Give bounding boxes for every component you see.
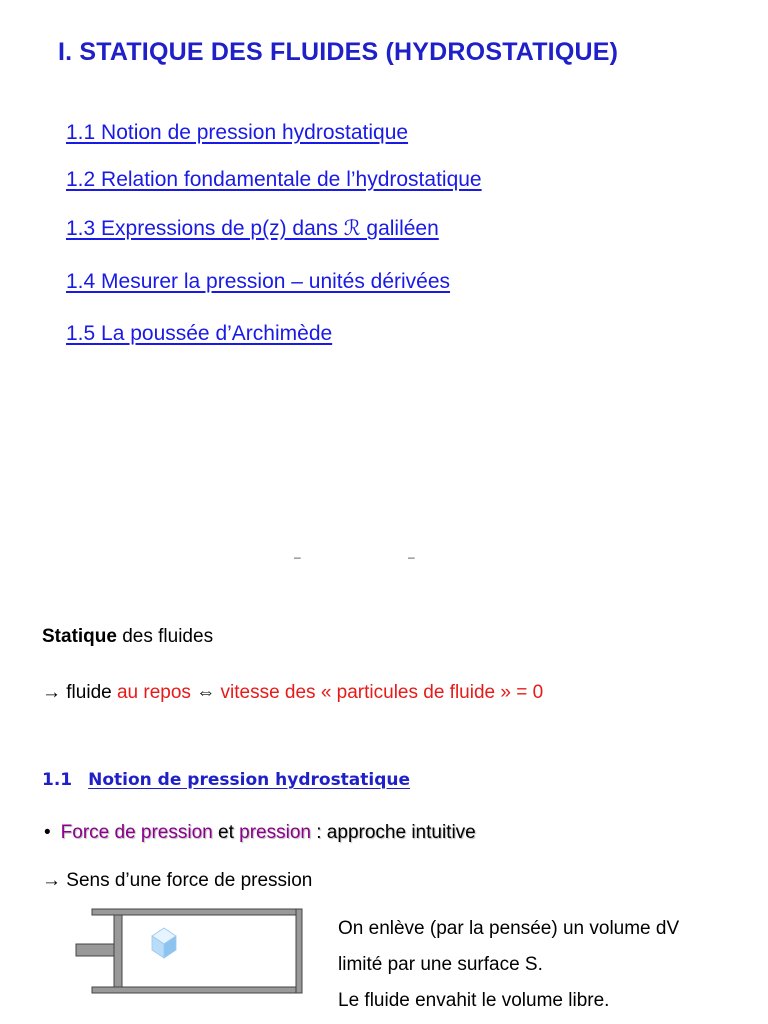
piston-head: [114, 915, 122, 987]
statique-bold: Statique: [42, 626, 117, 647]
statique-heading: [42, 626, 213, 648]
fluide-word: fluide: [61, 682, 117, 703]
bullet-line: [44, 822, 476, 844]
fluide-line: [42, 682, 543, 704]
explanation-line: Le fluide envahit le volume libre.: [338, 990, 610, 1011]
equivalence-icon: ⇔: [190, 682, 221, 703]
arrow-icon: →: [42, 682, 61, 703]
fluid-volume-cube-icon: [152, 928, 176, 958]
approche-text: : approche intuitive: [310, 822, 476, 843]
toc-link-1-4[interactable]: 1.4 Mesurer la pression – unités dérivées: [66, 270, 451, 293]
bullet-icon: •: [44, 822, 51, 843]
page-separator: –: [294, 550, 301, 564]
section-number: 1.1: [42, 770, 73, 790]
explanation-line: On enlève (par la pensée) un volume dV: [338, 918, 680, 939]
au-repos-text: au repos: [116, 682, 191, 703]
toc-link-1-5[interactable]: 1.5 La poussée d’Archimède: [66, 322, 333, 345]
sens-text: Sens d’une force de pression: [61, 870, 313, 891]
section-title: Notion de pression hydrostatique: [88, 770, 411, 790]
piston-diagram: [72, 906, 312, 1002]
toc-link-1-3[interactable]: 1.3 Expressions de p(z) dans ℛ galiléen: [66, 217, 439, 240]
toc-link-1-1[interactable]: 1.1 Notion de pression hydrostatique: [66, 121, 409, 144]
page-separator: –: [408, 550, 415, 564]
toc-link-1-2[interactable]: 1.2 Relation fondamentale de l’hydrostatique: [66, 168, 482, 191]
section-heading: [42, 770, 410, 790]
arrow-icon: →: [42, 870, 61, 891]
page-title: I. STATIQUE DES FLUIDES (HYDROSTATIQUE): [58, 38, 619, 66]
sens-line: [42, 870, 312, 892]
et-text: et: [212, 822, 240, 843]
force-de-pression-text: Force de pression: [60, 822, 213, 843]
vitesse-text: vitesse des « particules de fluide » = 0: [220, 682, 544, 703]
explanation-text: [338, 911, 679, 1019]
pression-text: pression: [239, 822, 311, 843]
explanation-line: limité par une surface S.: [338, 954, 543, 975]
statique-rest: des fluides: [116, 626, 214, 647]
piston-rod: [76, 944, 114, 956]
